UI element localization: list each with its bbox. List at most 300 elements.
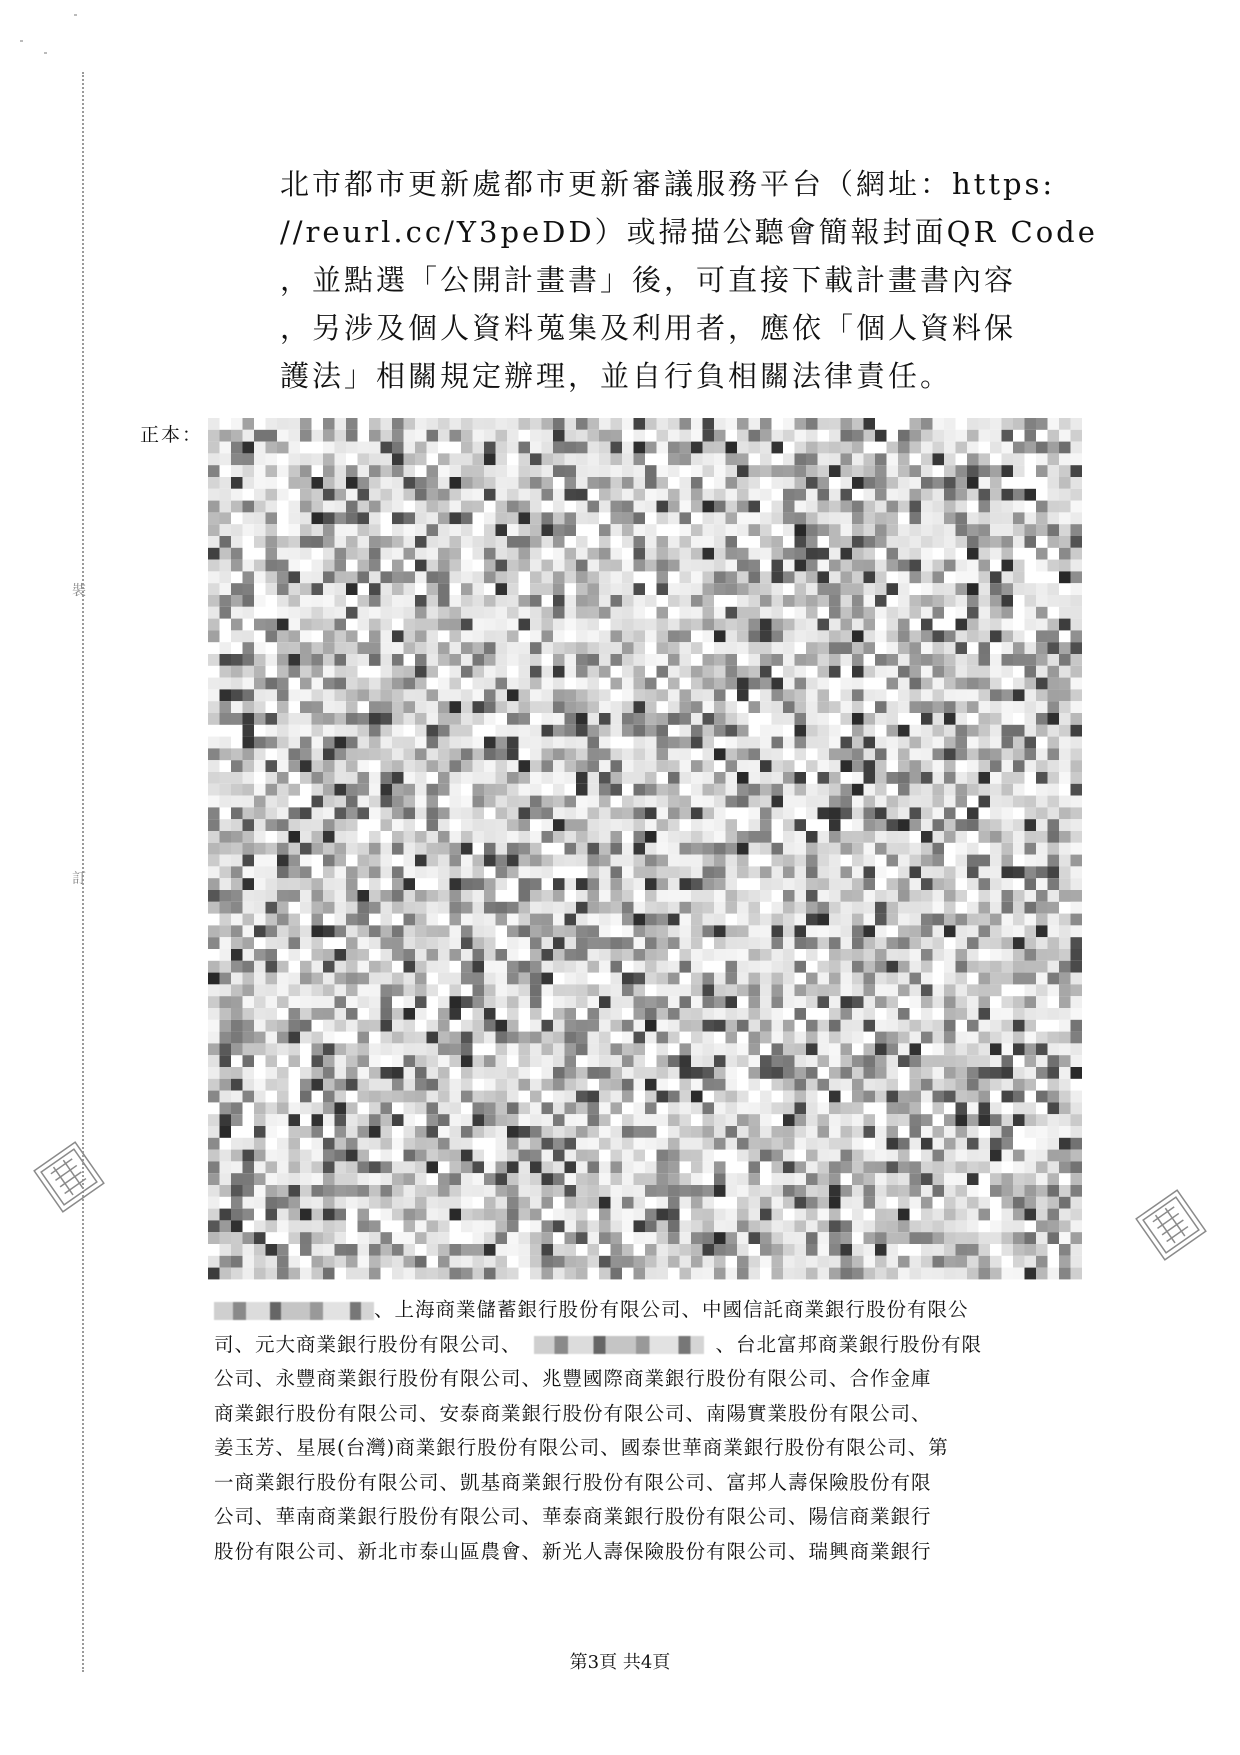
mosaic-cell bbox=[415, 619, 427, 631]
mosaic-cell bbox=[415, 748, 427, 760]
mosaic-cell bbox=[990, 678, 1002, 690]
mosaic-cell bbox=[300, 595, 312, 607]
mosaic-cell bbox=[864, 595, 876, 607]
mosaic-cell bbox=[588, 1055, 600, 1067]
mosaic-cell bbox=[875, 819, 887, 831]
mosaic-cell bbox=[369, 524, 381, 536]
mosaic-cell bbox=[438, 1209, 450, 1221]
mosaic-cell bbox=[404, 843, 416, 855]
mosaic-cell bbox=[967, 583, 979, 595]
mosaic-cell bbox=[588, 666, 600, 678]
mosaic-cell bbox=[990, 1268, 1002, 1280]
mosaic-cell bbox=[1071, 1161, 1083, 1173]
mosaic-cell bbox=[726, 583, 738, 595]
mosaic-cell bbox=[358, 725, 370, 737]
mosaic-cell bbox=[910, 548, 922, 560]
mosaic-cell bbox=[404, 1150, 416, 1162]
mosaic-cell bbox=[1002, 536, 1014, 548]
mosaic-cell bbox=[289, 442, 301, 454]
mosaic-cell bbox=[875, 937, 887, 949]
mosaic-cell bbox=[392, 1256, 404, 1268]
mosaic-cell bbox=[829, 583, 841, 595]
mosaic-cell bbox=[783, 701, 795, 713]
mosaic-cell bbox=[898, 666, 910, 678]
mosaic-cell bbox=[967, 737, 979, 749]
mosaic-cell bbox=[346, 737, 358, 749]
mosaic-cell bbox=[806, 878, 818, 890]
mosaic-cell bbox=[818, 689, 830, 701]
mosaic-cell bbox=[427, 689, 439, 701]
mosaic-cell bbox=[898, 973, 910, 985]
mosaic-cell bbox=[657, 489, 669, 501]
mosaic-cell bbox=[358, 619, 370, 631]
mosaic-cell bbox=[852, 453, 864, 465]
mosaic-cell bbox=[496, 973, 508, 985]
mosaic-cell bbox=[990, 949, 1002, 961]
mosaic-cell bbox=[220, 819, 232, 831]
mosaic-cell bbox=[519, 1244, 531, 1256]
mosaic-cell bbox=[760, 984, 772, 996]
mosaic-cell bbox=[1013, 902, 1025, 914]
mosaic-cell bbox=[300, 1244, 312, 1256]
mosaic-cell bbox=[783, 1114, 795, 1126]
mosaic-cell bbox=[1059, 1268, 1071, 1280]
mosaic-cell bbox=[208, 477, 220, 489]
mosaic-cell bbox=[841, 807, 853, 819]
mosaic-cell bbox=[703, 1008, 715, 1020]
mosaic-cell bbox=[749, 1185, 761, 1197]
mosaic-cell bbox=[1013, 630, 1025, 642]
mosaic-cell bbox=[369, 571, 381, 583]
mosaic-cell bbox=[772, 1126, 784, 1138]
mosaic-cell bbox=[289, 501, 301, 513]
mosaic-cell bbox=[369, 1232, 381, 1244]
mosaic-cell bbox=[243, 984, 255, 996]
mosaic-cell bbox=[668, 595, 680, 607]
mosaic-cell bbox=[887, 1244, 899, 1256]
mosaic-cell bbox=[1025, 1209, 1037, 1221]
mosaic-cell bbox=[829, 760, 841, 772]
mosaic-cell bbox=[1013, 1079, 1025, 1091]
mosaic-cell bbox=[208, 866, 220, 878]
mosaic-cell bbox=[565, 595, 577, 607]
mosaic-cell bbox=[611, 654, 623, 666]
mosaic-cell bbox=[864, 1067, 876, 1079]
mosaic-cell bbox=[1002, 595, 1014, 607]
mosaic-cell bbox=[588, 595, 600, 607]
mosaic-cell bbox=[576, 784, 588, 796]
mosaic-cell bbox=[979, 489, 991, 501]
mosaic-cell bbox=[289, 536, 301, 548]
mosaic-cell bbox=[990, 819, 1002, 831]
mosaic-cell bbox=[990, 760, 1002, 772]
mosaic-cell bbox=[921, 1244, 933, 1256]
mosaic-cell bbox=[634, 619, 646, 631]
mosaic-cell bbox=[599, 984, 611, 996]
mosaic-cell bbox=[358, 1150, 370, 1162]
mosaic-cell bbox=[714, 748, 726, 760]
mosaic-cell bbox=[1036, 1067, 1048, 1079]
mosaic-cell bbox=[415, 1102, 427, 1114]
mosaic-cell bbox=[220, 501, 232, 513]
mosaic-cell bbox=[461, 524, 473, 536]
mosaic-cell bbox=[806, 1244, 818, 1256]
mosaic-cell bbox=[254, 595, 266, 607]
mosaic-cell bbox=[231, 1043, 243, 1055]
mosaic-cell bbox=[346, 418, 358, 430]
mosaic-cell bbox=[312, 725, 324, 737]
mosaic-cell bbox=[254, 442, 266, 454]
mosaic-cell bbox=[519, 796, 531, 808]
mosaic-cell bbox=[726, 984, 738, 996]
mosaic-cell bbox=[1071, 418, 1083, 430]
mosaic-cell bbox=[645, 796, 657, 808]
mosaic-cell bbox=[887, 772, 899, 784]
mosaic-cell bbox=[611, 560, 623, 572]
mosaic-cell bbox=[358, 1091, 370, 1103]
mosaic-cell bbox=[680, 713, 692, 725]
mosaic-cell bbox=[427, 489, 439, 501]
mosaic-cell bbox=[1071, 748, 1083, 760]
mosaic-cell bbox=[450, 701, 462, 713]
mosaic-cell bbox=[289, 890, 301, 902]
mosaic-cell bbox=[415, 1173, 427, 1185]
mosaic-cell bbox=[714, 831, 726, 843]
mosaic-cell bbox=[220, 595, 232, 607]
mosaic-cell bbox=[795, 512, 807, 524]
mosaic-cell bbox=[875, 1220, 887, 1232]
mosaic-cell bbox=[691, 1091, 703, 1103]
mosaic-cell bbox=[565, 1079, 577, 1091]
mosaic-cell bbox=[300, 866, 312, 878]
mosaic-cell bbox=[737, 1220, 749, 1232]
mosaic-cell bbox=[438, 560, 450, 572]
mosaic-cell bbox=[852, 1185, 864, 1197]
mosaic-cell bbox=[1036, 1008, 1048, 1020]
mosaic-cell bbox=[795, 1197, 807, 1209]
mosaic-cell bbox=[438, 583, 450, 595]
mosaic-cell bbox=[254, 560, 266, 572]
mosaic-cell bbox=[864, 1197, 876, 1209]
mosaic-cell bbox=[691, 1197, 703, 1209]
mosaic-cell bbox=[645, 737, 657, 749]
mosaic-cell bbox=[277, 831, 289, 843]
mosaic-cell bbox=[530, 1102, 542, 1114]
mosaic-cell bbox=[1036, 713, 1048, 725]
mosaic-cell bbox=[266, 1126, 278, 1138]
mosaic-cell bbox=[783, 489, 795, 501]
mosaic-cell bbox=[933, 1185, 945, 1197]
mosaic-cell bbox=[254, 1020, 266, 1032]
mosaic-cell bbox=[335, 666, 347, 678]
mosaic-cell bbox=[737, 1244, 749, 1256]
mosaic-cell bbox=[588, 630, 600, 642]
redaction-mosaic bbox=[208, 418, 1088, 1280]
mosaic-cell bbox=[266, 1150, 278, 1162]
mosaic-cell bbox=[450, 1043, 462, 1055]
mosaic-cell bbox=[450, 737, 462, 749]
mosaic-cell bbox=[243, 843, 255, 855]
mosaic-cell bbox=[542, 914, 554, 926]
mosaic-cell bbox=[737, 1102, 749, 1114]
mosaic-cell bbox=[220, 1161, 232, 1173]
mosaic-cell bbox=[369, 607, 381, 619]
mosaic-cell bbox=[438, 607, 450, 619]
mosaic-cell bbox=[404, 1232, 416, 1244]
mosaic-cell bbox=[979, 1020, 991, 1032]
mosaic-cell bbox=[1059, 866, 1071, 878]
mosaic-cell bbox=[254, 666, 266, 678]
mosaic-cell bbox=[956, 1197, 968, 1209]
mosaic-cell bbox=[933, 807, 945, 819]
mosaic-cell bbox=[657, 843, 669, 855]
mosaic-cell bbox=[220, 678, 232, 690]
mosaic-cell bbox=[875, 595, 887, 607]
mosaic-cell bbox=[611, 1055, 623, 1067]
mosaic-cell bbox=[668, 902, 680, 914]
mosaic-cell bbox=[346, 937, 358, 949]
mosaic-cell bbox=[381, 1244, 393, 1256]
mosaic-cell bbox=[772, 619, 784, 631]
mosaic-cell bbox=[323, 701, 335, 713]
mosaic-cell bbox=[1036, 748, 1048, 760]
mosaic-cell bbox=[921, 855, 933, 867]
mosaic-cell bbox=[714, 796, 726, 808]
mosaic-cell bbox=[1048, 772, 1060, 784]
mosaic-cell bbox=[703, 1197, 715, 1209]
mosaic-cell bbox=[450, 984, 462, 996]
mosaic-cell bbox=[576, 512, 588, 524]
mosaic-cell bbox=[737, 961, 749, 973]
mosaic-cell bbox=[473, 984, 485, 996]
mosaic-cell bbox=[381, 1102, 393, 1114]
mosaic-cell bbox=[277, 1020, 289, 1032]
mosaic-cell bbox=[496, 548, 508, 560]
mosaic-cell bbox=[438, 866, 450, 878]
mosaic-cell bbox=[691, 501, 703, 513]
mosaic-cell bbox=[944, 1114, 956, 1126]
mosaic-cell bbox=[289, 524, 301, 536]
mosaic-cell bbox=[599, 595, 611, 607]
mosaic-cell bbox=[231, 890, 243, 902]
mosaic-cell bbox=[864, 937, 876, 949]
mosaic-cell bbox=[634, 796, 646, 808]
mosaic-cell bbox=[611, 1008, 623, 1020]
mosaic-cell bbox=[714, 807, 726, 819]
mosaic-cell bbox=[887, 489, 899, 501]
mosaic-cell bbox=[703, 1079, 715, 1091]
mosaic-cell bbox=[323, 560, 335, 572]
mosaic-cell bbox=[933, 902, 945, 914]
mosaic-cell bbox=[898, 442, 910, 454]
mosaic-cell bbox=[277, 866, 289, 878]
mosaic-cell bbox=[565, 607, 577, 619]
mosaic-cell bbox=[829, 1079, 841, 1091]
mosaic-cell bbox=[208, 784, 220, 796]
mosaic-cell bbox=[358, 442, 370, 454]
mosaic-cell bbox=[369, 1020, 381, 1032]
mosaic-cell bbox=[611, 855, 623, 867]
mosaic-cell bbox=[1048, 1161, 1060, 1173]
mosaic-cell bbox=[323, 1032, 335, 1044]
mosaic-cell bbox=[703, 1114, 715, 1126]
mosaic-cell bbox=[369, 560, 381, 572]
mosaic-cell bbox=[473, 1173, 485, 1185]
mosaic-cell bbox=[852, 1138, 864, 1150]
mosaic-cell bbox=[772, 937, 784, 949]
mosaic-cell bbox=[749, 748, 761, 760]
mosaic-cell bbox=[427, 1126, 439, 1138]
mosaic-cell bbox=[944, 701, 956, 713]
mosaic-cell bbox=[346, 890, 358, 902]
mosaic-cell bbox=[461, 760, 473, 772]
mosaic-cell bbox=[726, 536, 738, 548]
mosaic-cell bbox=[852, 1079, 864, 1091]
mosaic-cell bbox=[829, 937, 841, 949]
mosaic-cell bbox=[1002, 654, 1014, 666]
mosaic-cell bbox=[266, 996, 278, 1008]
mosaic-cell bbox=[611, 819, 623, 831]
mosaic-cell bbox=[898, 1173, 910, 1185]
mosaic-cell bbox=[220, 772, 232, 784]
mosaic-cell bbox=[519, 1173, 531, 1185]
mosaic-cell bbox=[967, 1008, 979, 1020]
mosaic-cell bbox=[519, 1185, 531, 1197]
mosaic-cell bbox=[795, 654, 807, 666]
mosaic-cell bbox=[450, 619, 462, 631]
mosaic-cell bbox=[243, 784, 255, 796]
mosaic-cell bbox=[243, 796, 255, 808]
mosaic-cell bbox=[795, 1114, 807, 1126]
mosaic-cell bbox=[530, 748, 542, 760]
mosaic-cell bbox=[507, 1114, 519, 1126]
mosaic-cell bbox=[921, 1091, 933, 1103]
mosaic-cell bbox=[473, 1161, 485, 1173]
mosaic-cell bbox=[818, 1150, 830, 1162]
mosaic-cell bbox=[749, 1138, 761, 1150]
mosaic-cell bbox=[381, 453, 393, 465]
mosaic-cell bbox=[910, 843, 922, 855]
mosaic-cell bbox=[266, 772, 278, 784]
mosaic-cell bbox=[1048, 1032, 1060, 1044]
mosaic-cell bbox=[841, 914, 853, 926]
mosaic-cell bbox=[576, 418, 588, 430]
mosaic-cell bbox=[565, 961, 577, 973]
mosaic-cell bbox=[921, 477, 933, 489]
mosaic-cell bbox=[737, 678, 749, 690]
mosaic-cell bbox=[346, 489, 358, 501]
mosaic-cell bbox=[530, 418, 542, 430]
mosaic-cell bbox=[967, 725, 979, 737]
mosaic-cell bbox=[588, 619, 600, 631]
mosaic-cell bbox=[507, 1173, 519, 1185]
mosaic-cell bbox=[266, 630, 278, 642]
mosaic-cell bbox=[519, 996, 531, 1008]
mosaic-cell bbox=[599, 1043, 611, 1055]
mosaic-cell bbox=[266, 548, 278, 560]
mosaic-cell bbox=[300, 524, 312, 536]
mosaic-cell bbox=[783, 465, 795, 477]
mosaic-cell bbox=[323, 642, 335, 654]
mosaic-cell bbox=[657, 902, 669, 914]
mosaic-cell bbox=[737, 571, 749, 583]
mosaic-cell bbox=[680, 996, 692, 1008]
mosaic-cell bbox=[427, 571, 439, 583]
mosaic-cell bbox=[576, 560, 588, 572]
mosaic-cell bbox=[1036, 831, 1048, 843]
mosaic-cell bbox=[369, 630, 381, 642]
mosaic-cell bbox=[335, 760, 347, 772]
mosaic-cell bbox=[243, 772, 255, 784]
mosaic-cell bbox=[254, 902, 266, 914]
mosaic-cell bbox=[576, 725, 588, 737]
mosaic-cell bbox=[358, 902, 370, 914]
mosaic-cell bbox=[668, 831, 680, 843]
mosaic-cell bbox=[795, 796, 807, 808]
mosaic-cell bbox=[1013, 701, 1025, 713]
mosaic-cell bbox=[864, 996, 876, 1008]
mosaic-cell bbox=[323, 536, 335, 548]
mosaic-cell bbox=[726, 1008, 738, 1020]
mosaic-cell bbox=[231, 654, 243, 666]
mosaic-cell bbox=[369, 1079, 381, 1091]
mosaic-cell bbox=[783, 1256, 795, 1268]
mosaic-cell bbox=[979, 1114, 991, 1126]
mosaic-cell bbox=[875, 666, 887, 678]
mosaic-cell bbox=[381, 654, 393, 666]
mosaic-cell bbox=[898, 1102, 910, 1114]
mosaic-cell bbox=[1013, 1091, 1025, 1103]
mosaic-cell bbox=[208, 843, 220, 855]
mosaic-cell bbox=[622, 465, 634, 477]
mosaic-cell bbox=[887, 725, 899, 737]
mosaic-cell bbox=[990, 689, 1002, 701]
mosaic-cell bbox=[461, 713, 473, 725]
mosaic-cell bbox=[657, 1091, 669, 1103]
mosaic-cell bbox=[599, 1114, 611, 1126]
mosaic-cell bbox=[1036, 914, 1048, 926]
mosaic-cell bbox=[576, 630, 588, 642]
mosaic-cell bbox=[1048, 878, 1060, 890]
scan-speck bbox=[74, 14, 77, 16]
mosaic-cell bbox=[507, 548, 519, 560]
mosaic-cell bbox=[542, 1173, 554, 1185]
mosaic-cell bbox=[806, 1020, 818, 1032]
mosaic-cell bbox=[530, 996, 542, 1008]
mosaic-cell bbox=[1071, 902, 1083, 914]
mosaic-cell bbox=[967, 1150, 979, 1162]
mosaic-cell bbox=[1048, 866, 1060, 878]
mosaic-cell bbox=[277, 1043, 289, 1055]
mosaic-cell bbox=[921, 819, 933, 831]
mosaic-cell bbox=[392, 1032, 404, 1044]
mosaic-cell bbox=[979, 1256, 991, 1268]
mosaic-cell bbox=[795, 489, 807, 501]
mosaic-cell bbox=[1025, 689, 1037, 701]
mosaic-cell bbox=[979, 654, 991, 666]
mosaic-cell bbox=[507, 678, 519, 690]
mosaic-cell bbox=[243, 1055, 255, 1067]
mosaic-cell bbox=[1048, 524, 1060, 536]
mosaic-cell bbox=[381, 866, 393, 878]
mosaic-cell bbox=[956, 748, 968, 760]
mosaic-cell bbox=[829, 642, 841, 654]
mosaic-cell bbox=[553, 937, 565, 949]
mosaic-cell bbox=[243, 689, 255, 701]
mosaic-cell bbox=[519, 1138, 531, 1150]
mosaic-cell bbox=[369, 890, 381, 902]
mosaic-cell bbox=[588, 560, 600, 572]
